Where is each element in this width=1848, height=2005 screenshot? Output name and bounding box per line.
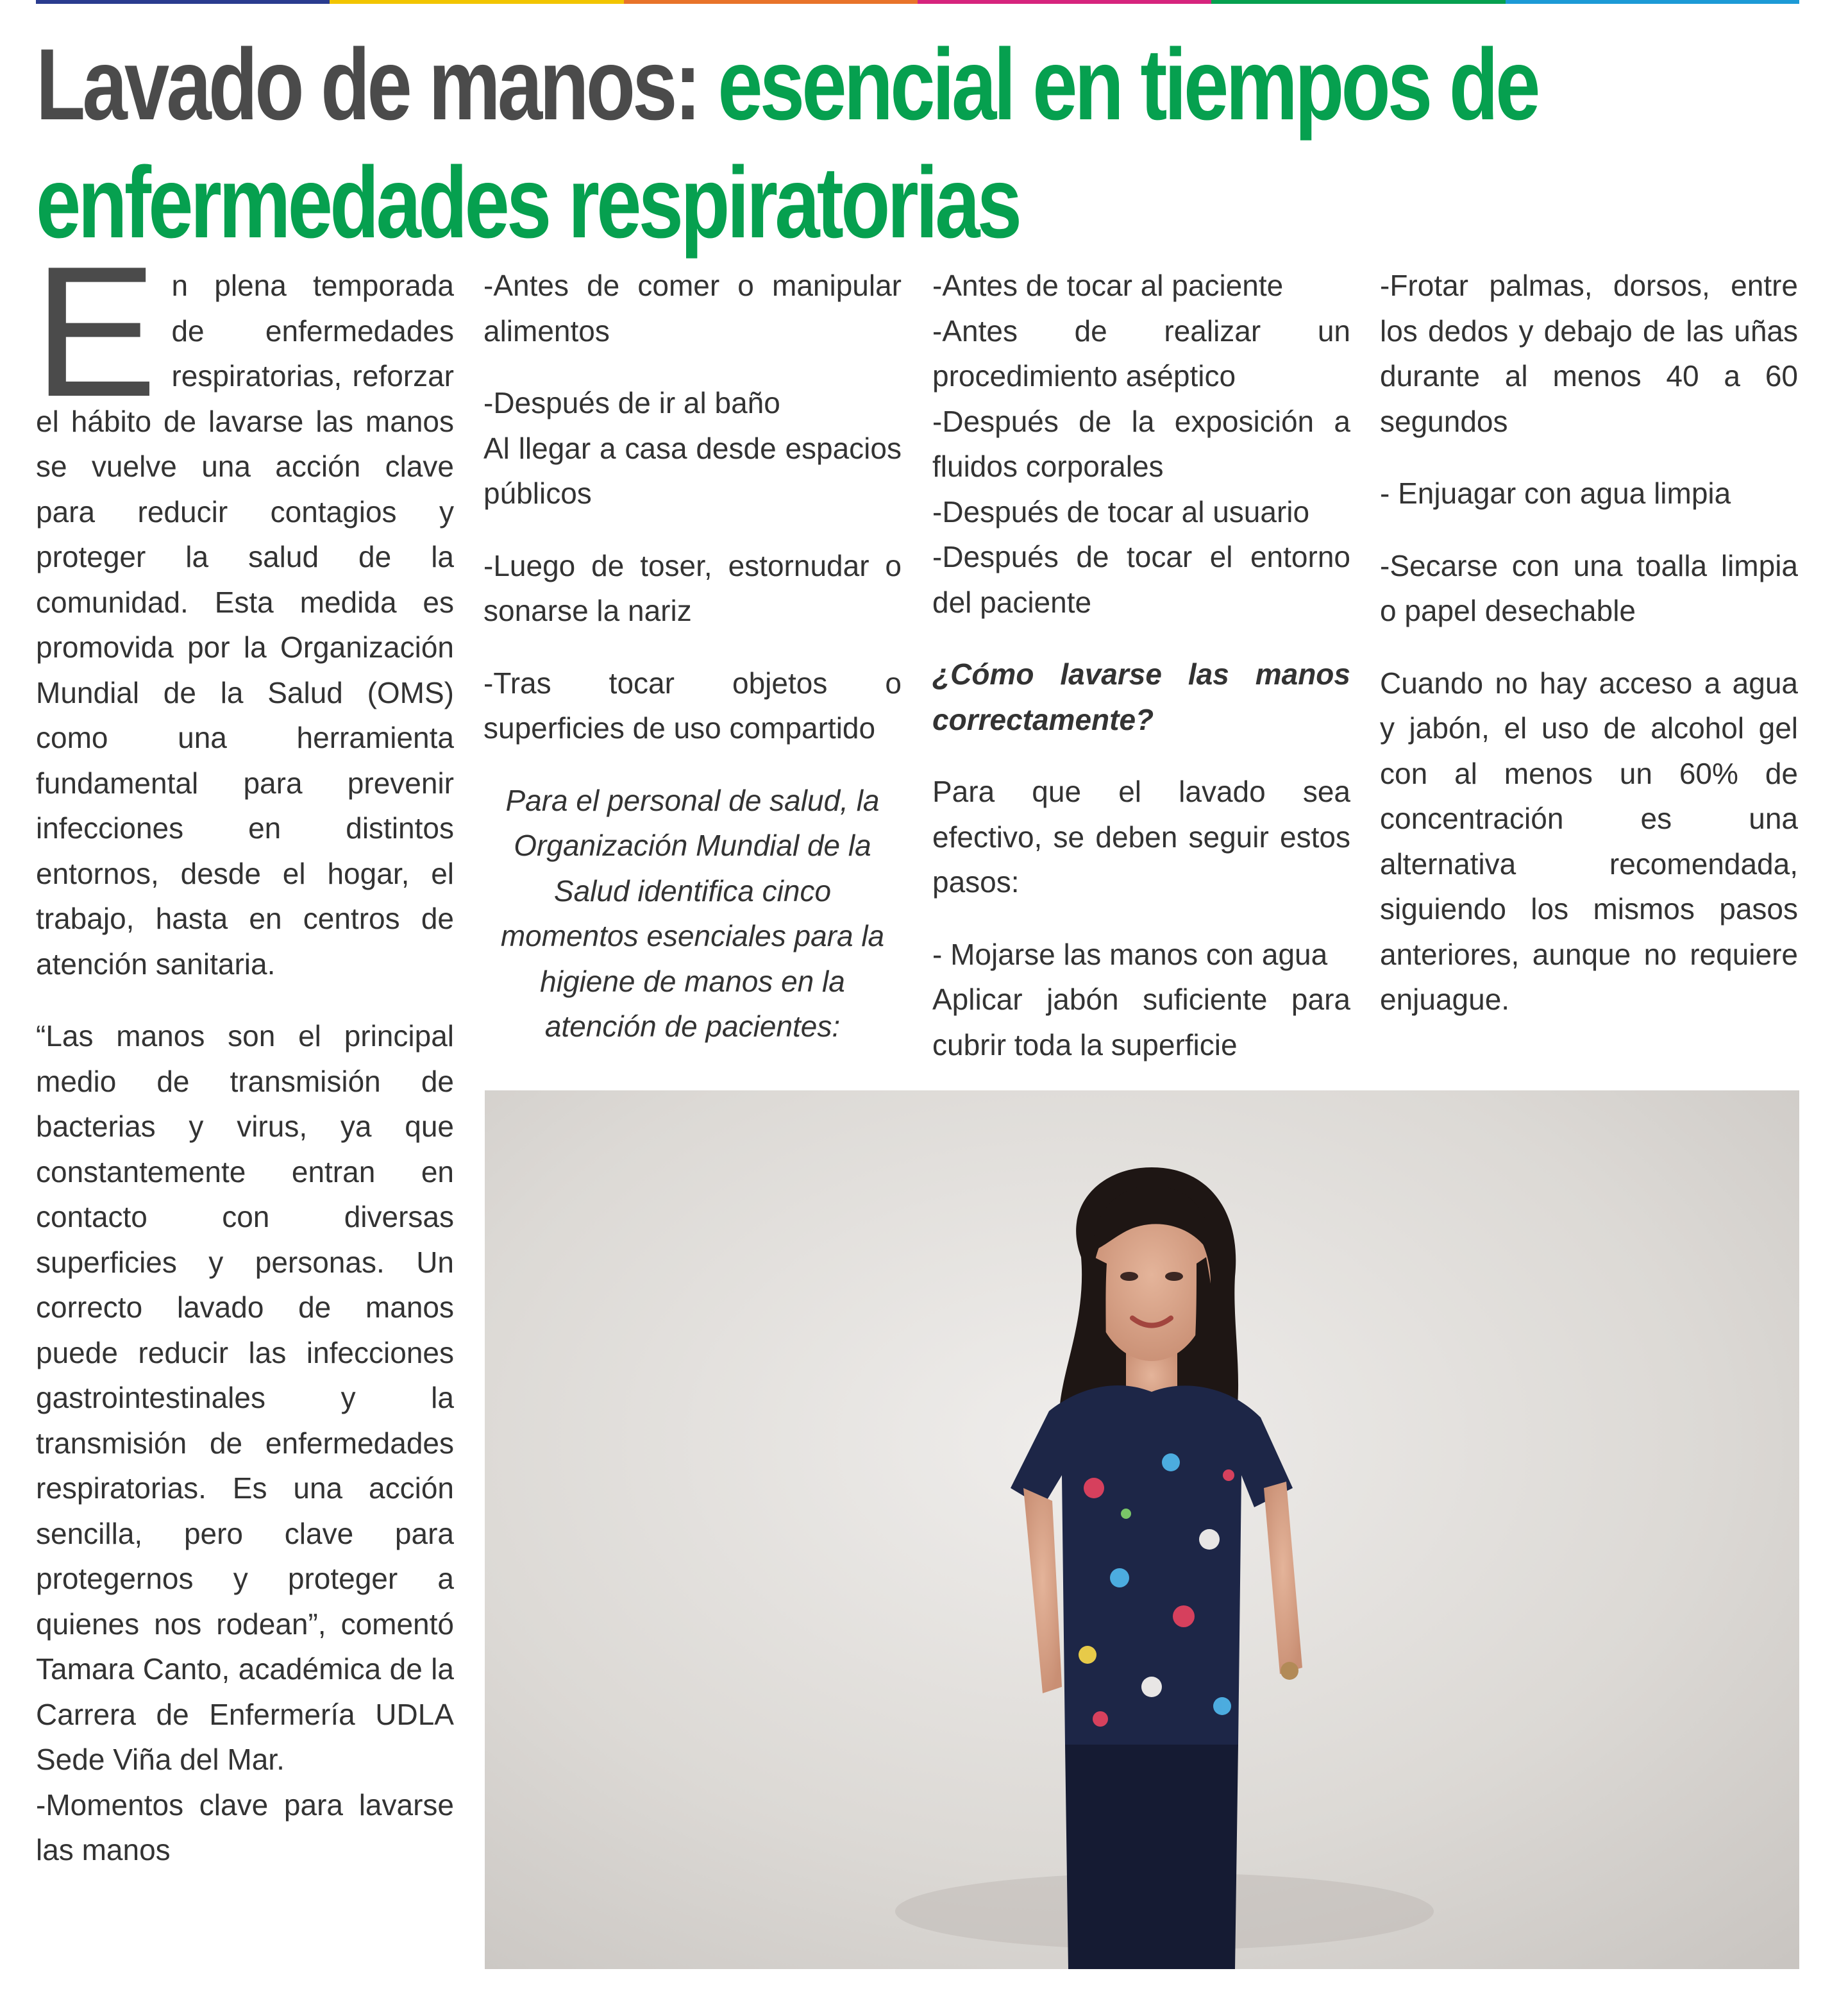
portrait-illustration [485, 1090, 1799, 1969]
list-item: Aplicar jabón suficiente para cubrir toda la superficie [932, 983, 1350, 1062]
portrait-photo [485, 1090, 1799, 1969]
intro-text: n plena temporada de enfermedades respiratorias, reforzar el hábito de lavarse las manos se vuelve una acción clave para reducir contagios y proteger la salud de la comunidad. Esta medida es promovida por la Organización Mundial de la Salud (OMS) como una herramienta fundamental para prevenir infecciones en distintos entornos, desde el hogar, el trabajo, hasta en centros de atención sanitaria. [36, 269, 454, 981]
headline-green: esencial en tiempos de enfermedades respiratorias [36, 28, 1538, 259]
top-bar-segment [1506, 0, 1799, 4]
intro-paragraph [33, 228, 454, 986]
top-color-bar [36, 0, 1799, 4]
list-item: -Después de la exposición a fluidos corporales [932, 404, 1350, 483]
list-item: -Después de ir al baño [483, 386, 780, 419]
article-headline [36, 26, 1806, 262]
moments-heading: -Momentos clave para lavarse las manos [36, 1788, 454, 1866]
column-3 [932, 263, 1350, 1067]
list-item: - Enjuagar con agua limpia [1380, 477, 1731, 510]
headline-gray: Lavado de manos: [36, 28, 698, 141]
list-item: -Luego de toser, estornudar o sonarse la nariz [483, 548, 902, 627]
list-item: -Después de tocar el entorno del paciente [932, 540, 1350, 619]
list-item: -Antes de tocar al paciente [932, 269, 1284, 302]
list-item: -Antes de realizar un procedimiento aséptico [932, 314, 1350, 393]
oms-note: Para el personal de salud, la Organización Mundial de la Salud identifica cinco momentos esenciales para la higiene de manos en la atención de pacientes: [500, 783, 885, 1043]
top-bar-segment [624, 0, 918, 4]
column-1 [33, 228, 454, 1873]
list-item: -Secarse con una toalla limpia o papel desechable [1380, 548, 1798, 627]
top-bar-segment [918, 0, 1211, 4]
list-item: - Mojarse las manos con agua [932, 937, 1328, 971]
top-bar-segment [330, 0, 623, 4]
drop-cap: E [33, 228, 158, 436]
list-item: -Frotar palmas, dorsos, entre los dedos y debajo de las uñas durante al menos 40 a 60 segundos [1380, 269, 1798, 438]
top-bar-segment [1211, 0, 1505, 4]
column-4 [1380, 263, 1798, 1022]
gel-paragraph: Cuando no hay acceso a agua y jabón, el uso de alcohol gel con al menos un 60% de concentración es una alternativa recomendada, siguiendo los mismos pasos anteriores, aunque no requiere enjuague. [1380, 666, 1798, 1016]
list-item: Al llegar a casa desde espacios públicos [483, 431, 902, 510]
section-subheading: ¿Cómo lavarse las manos correctamente? [932, 657, 1350, 736]
quote-paragraph: “Las manos son el principal medio de transmisión de bacterias y virus, ya que constantemente entran en contacto con diversas superficies y personas. Un correcto lavado de manos puede reducir las infecciones gastrointestinales y la transmisión de enfermedades respiratorias. Es una acción sencilla, pero clave para protegernos y proteger a quienes nos rodean”, comentó Tamara Canto, académica de la Carrera de Enfermería UDLA Sede Viña del Mar. [36, 1019, 454, 1776]
list-item: -Después de tocar al usuario [932, 495, 1310, 529]
list-item: -Antes de comer o manipular alimentos [483, 269, 902, 348]
steps-intro: Para que el lavado sea efectivo, se deben seguir estos pasos: [932, 775, 1350, 899]
top-bar-segment [36, 0, 330, 4]
column-2 [483, 263, 902, 1049]
list-item: -Tras tocar objetos o superficies de uso compartido [483, 666, 902, 745]
